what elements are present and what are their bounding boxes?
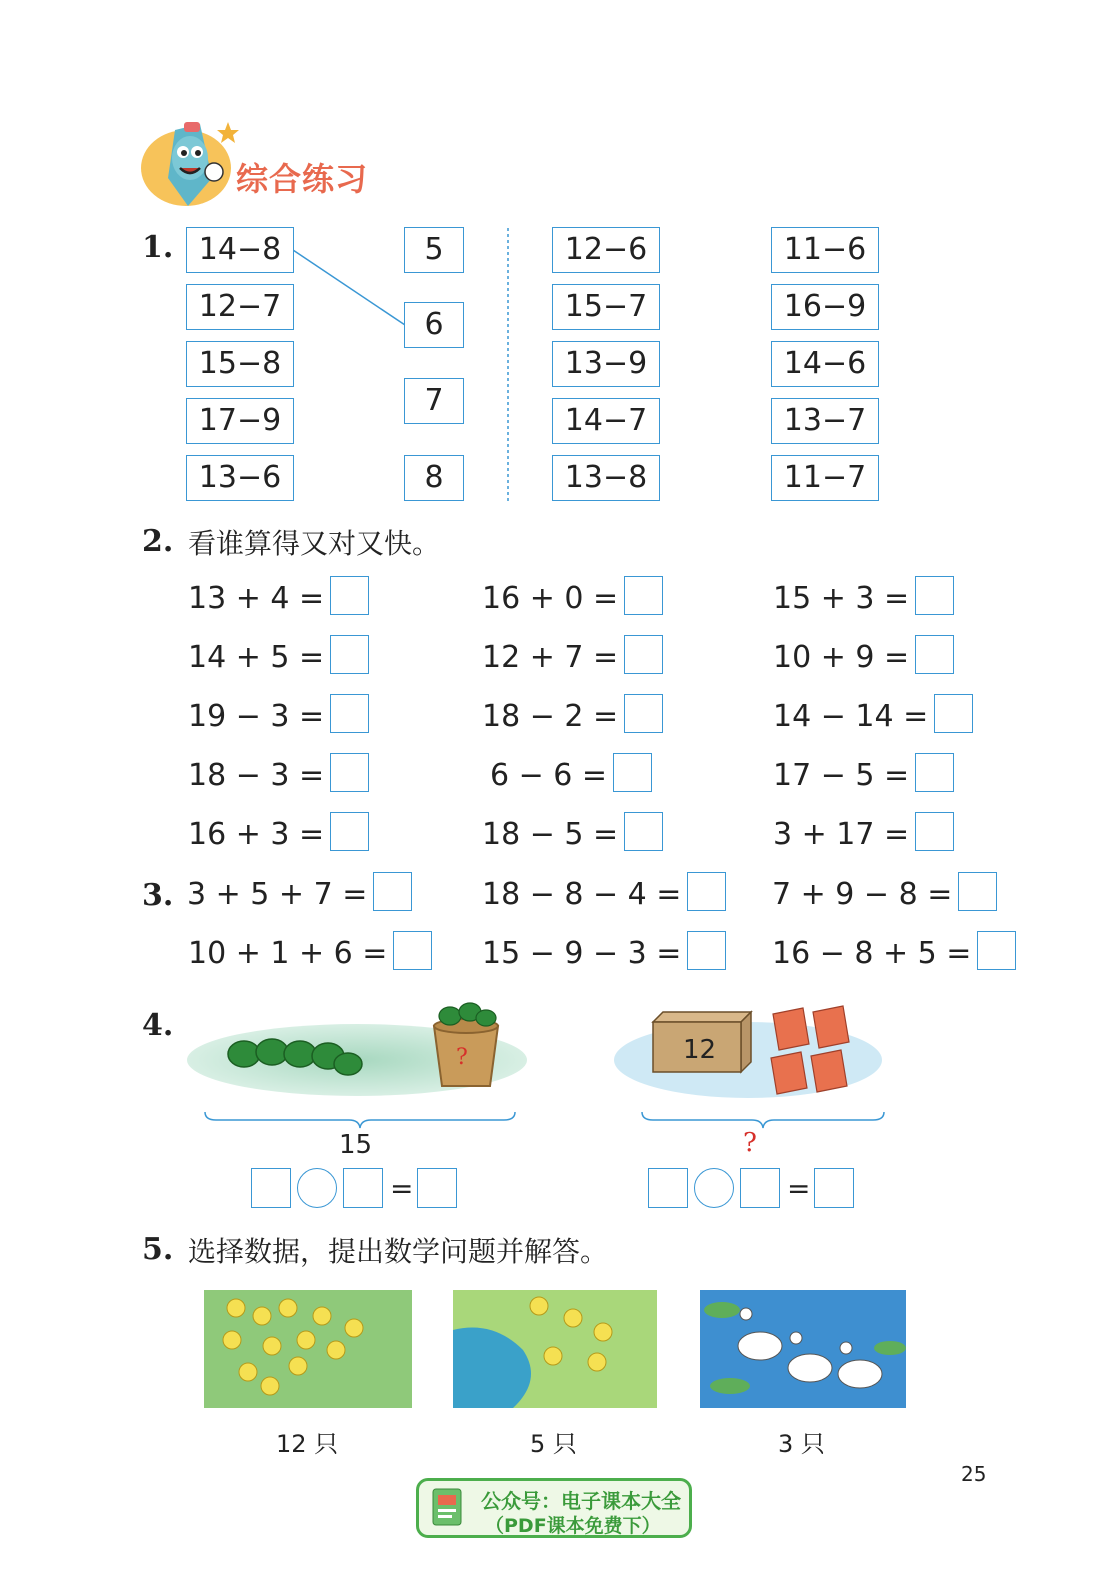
q4-right-blank-1[interactable] [648, 1168, 688, 1208]
q1-expr-a3: 15−8 [186, 341, 294, 387]
q3-equation: 15 − 9 − 3 = [482, 935, 726, 974]
q1-expr-c3: 14−6 [771, 341, 879, 387]
q1-answer-4: 8 [404, 455, 464, 501]
q2-equation: 18 − 5 = [482, 816, 663, 855]
left-total: 15 [339, 1130, 373, 1160]
watermark-line1: 公众号：电子课本大全 [481, 1489, 681, 1513]
answer-box[interactable] [373, 872, 412, 911]
caption-pond-chicks-count: 5 只 [530, 1430, 577, 1458]
q1-expr-b4: 14−7 [552, 398, 660, 444]
q4-left-blank-1[interactable] [251, 1168, 291, 1208]
answer-box[interactable] [330, 812, 369, 851]
answer-box[interactable] [687, 931, 726, 970]
q3-equation: 3 + 5 + 7 = [187, 876, 412, 915]
q2-equation: 17 − 5 = [773, 757, 954, 796]
q4-right-operator-circle[interactable] [694, 1168, 734, 1208]
q5-number: 5. [142, 1232, 174, 1267]
q2-equation: 19 − 3 = [188, 698, 369, 737]
q1-number: 1. [142, 230, 174, 265]
watermark-line2: （PDF课本免费下） [485, 1515, 661, 1537]
q1-expr-c1: 11−6 [771, 227, 879, 273]
caption-geese-count: 3 只 [778, 1430, 825, 1458]
answer-box[interactable] [330, 753, 369, 792]
q1-expr-a4: 17−9 [186, 398, 294, 444]
q2-equation: 10 + 9 = [773, 639, 954, 678]
q4-right-blank-2[interactable] [740, 1168, 780, 1208]
q4-number: 4. [142, 1008, 174, 1043]
q2-number: 2. [142, 524, 174, 559]
q4-left-result[interactable] [417, 1168, 457, 1208]
q4-left-blank-2[interactable] [343, 1168, 383, 1208]
q4-left-operator-circle[interactable] [297, 1168, 337, 1208]
q1-expr-a5: 13−6 [186, 455, 294, 501]
chicks-pond-photo [453, 1290, 657, 1408]
answer-box[interactable] [624, 635, 663, 674]
answer-box[interactable] [330, 576, 369, 615]
box-number: 12 [683, 1035, 717, 1065]
left-brace [204, 1110, 516, 1130]
q2-equation: 16 + 0 = [482, 580, 663, 619]
q1-expr-b1: 12−6 [552, 227, 660, 273]
q1-expr-a1: 14−8 [186, 227, 294, 273]
q4-right-result[interactable] [814, 1168, 854, 1208]
watermark-banner [416, 1478, 692, 1538]
geese-pond-photo [700, 1290, 906, 1408]
answer-box[interactable] [624, 694, 663, 733]
q3-equation: 16 − 8 + 5 = [772, 935, 1016, 974]
q1-answer-1: 5 [404, 227, 464, 273]
watermelon-illustration [186, 994, 528, 1098]
answer-box[interactable] [393, 931, 432, 970]
q1-expr-c4: 13−7 [771, 398, 879, 444]
answer-box[interactable] [330, 635, 369, 674]
answer-box[interactable] [624, 812, 663, 851]
q1-expr-b2: 15−7 [552, 284, 660, 330]
answer-box[interactable] [958, 872, 997, 911]
q3-equation: 7 + 9 − 8 = [772, 876, 997, 915]
q2-prompt: 看谁算得又对又快。 [188, 527, 441, 560]
page-number: 25 [961, 1462, 987, 1486]
q3-equation: 10 + 1 + 6 = [188, 935, 432, 974]
answer-box[interactable] [977, 931, 1016, 970]
caption-chicks-count: 12 只 [276, 1430, 339, 1458]
q4-left-equals: = [390, 1172, 414, 1205]
q2-equation: 14 + 5 = [188, 639, 369, 678]
q4-right-equals: = [787, 1172, 811, 1205]
q2-equation: 13 + 4 = [188, 580, 369, 619]
answer-box[interactable] [687, 872, 726, 911]
q1-expr-c5: 11−7 [771, 455, 879, 501]
q2-equation: 18 − 3 = [188, 757, 369, 796]
q1-expr-a2: 12−7 [186, 284, 294, 330]
book-icon [429, 1487, 465, 1531]
q2-equation: 12 + 7 = [482, 639, 663, 678]
q1-answer-3: 7 [404, 378, 464, 424]
q2-equation: 16 + 3 = [188, 816, 369, 855]
right-brace [641, 1110, 885, 1130]
q2-equation: 15 + 3 = [773, 580, 954, 619]
q2-equation: 3 + 17 = [773, 816, 954, 855]
q2-equation: 18 − 2 = [482, 698, 663, 737]
q2-equation: 14 − 14 = [773, 698, 973, 737]
q3-equation: 18 − 8 − 4 = [482, 876, 726, 915]
q1-answer-2: 6 [404, 302, 464, 348]
books-illustration [613, 1000, 883, 1100]
q1-expr-c2: 16−9 [771, 284, 879, 330]
basket-question-mark: ? [456, 1045, 468, 1070]
page-title: 综合练习 [236, 160, 369, 198]
answer-box[interactable] [934, 694, 973, 733]
q5-prompt: 选择数据，提出数学问题并解答。 [188, 1235, 609, 1268]
answer-box[interactable] [915, 635, 954, 674]
right-total-question: ? [743, 1128, 757, 1158]
q1-expr-b5: 13−8 [552, 455, 660, 501]
answer-box[interactable] [915, 576, 954, 615]
chicks-photo [204, 1290, 412, 1408]
q1-expr-b3: 13−9 [552, 341, 660, 387]
q2-equation: 6 − 6 = [490, 757, 652, 796]
answer-box[interactable] [613, 753, 652, 792]
answer-box[interactable] [624, 576, 663, 615]
q3-number: 3. [142, 878, 174, 913]
answer-box[interactable] [915, 753, 954, 792]
answer-box[interactable] [330, 694, 369, 733]
answer-box[interactable] [915, 812, 954, 851]
